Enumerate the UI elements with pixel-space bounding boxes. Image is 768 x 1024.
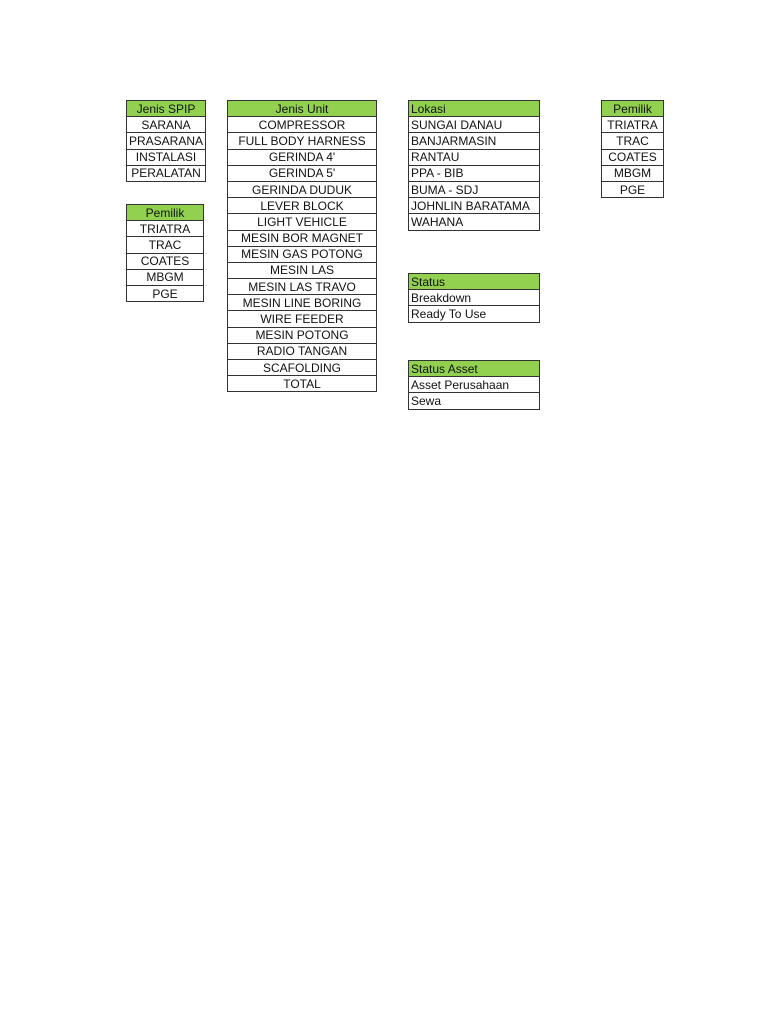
jenis-spip-cell: PERALATAN [127, 165, 206, 181]
lokasi-cell: SUNGAI DANAU [409, 117, 540, 133]
jenis-unit-cell: WIRE FEEDER [228, 311, 377, 327]
jenis-unit-cell: MESIN BOR MAGNET [228, 230, 377, 246]
pemilik-right-cell: TRAC [602, 133, 664, 149]
status-table [408, 273, 540, 323]
lokasi-cell: PPA - BIB [409, 165, 540, 181]
lokasi-table [408, 100, 540, 231]
pemilik-left-cell: TRIATRA [127, 221, 204, 237]
jenis-spip-table [126, 100, 206, 182]
jenis-spip-cell: INSTALASI [127, 149, 206, 165]
lokasi-cell: RANTAU [409, 149, 540, 165]
pemilik-left-table [126, 204, 204, 302]
pemilik-left-cell: TRAC [127, 237, 204, 253]
lokasi-header: Lokasi [409, 101, 540, 117]
jenis-unit-cell: MESIN GAS POTONG [228, 246, 377, 262]
jenis-unit-cell: MESIN POTONG [228, 327, 377, 343]
jenis-unit-cell: MESIN LAS [228, 262, 377, 278]
jenis-unit-cell: COMPRESSOR [228, 117, 377, 133]
status-cell: Breakdown [409, 290, 540, 306]
status-asset-table [408, 360, 540, 410]
pemilik-right-cell: COATES [602, 149, 664, 165]
pemilik-left-cell: COATES [127, 253, 204, 269]
jenis-unit-cell: MESIN LAS TRAVO [228, 279, 377, 295]
pemilik-right-cell: PGE [602, 181, 664, 197]
pemilik-right-header: Pemilik [602, 101, 664, 117]
jenis-unit-cell: GERINDA DUDUK [228, 181, 377, 197]
status-asset-cell: Sewa [409, 393, 540, 409]
jenis-unit-cell: LIGHT VEHICLE [228, 214, 377, 230]
jenis-unit-total-cell: TOTAL [228, 376, 377, 392]
lokasi-cell: WAHANA [409, 214, 540, 230]
jenis-unit-cell: LEVER BLOCK [228, 198, 377, 214]
pemilik-right-cell: MBGM [602, 165, 664, 181]
jenis-unit-cell: GERINDA 4' [228, 149, 377, 165]
jenis-spip-header: Jenis SPIP [127, 101, 206, 117]
status-header: Status [409, 274, 540, 290]
pemilik-right-table [601, 100, 664, 198]
pemilik-left-cell: MBGM [127, 269, 204, 285]
pemilik-right-cell: TRIATRA [602, 117, 664, 133]
jenis-unit-cell: GERINDA 5' [228, 165, 377, 181]
status-asset-cell: Asset Perusahaan [409, 377, 540, 393]
lokasi-cell: BUMA - SDJ [409, 181, 540, 197]
status-asset-header: Status Asset [409, 361, 540, 377]
jenis-unit-table [227, 100, 377, 392]
jenis-unit-cell: RADIO TANGAN [228, 343, 377, 359]
jenis-unit-cell: SCAFOLDING [228, 360, 377, 376]
lokasi-cell: BANJARMASIN [409, 133, 540, 149]
jenis-unit-cell: FULL BODY HARNESS [228, 133, 377, 149]
pemilik-left-header: Pemilik [127, 205, 204, 221]
jenis-unit-header: Jenis Unit [228, 101, 377, 117]
lokasi-cell: JOHNLIN BARATAMA [409, 198, 540, 214]
pemilik-left-cell: PGE [127, 285, 204, 301]
status-cell: Ready To Use [409, 306, 540, 322]
jenis-spip-cell: SARANA [127, 117, 206, 133]
jenis-spip-cell: PRASARANA [127, 133, 206, 149]
jenis-unit-cell: MESIN LINE BORING [228, 295, 377, 311]
